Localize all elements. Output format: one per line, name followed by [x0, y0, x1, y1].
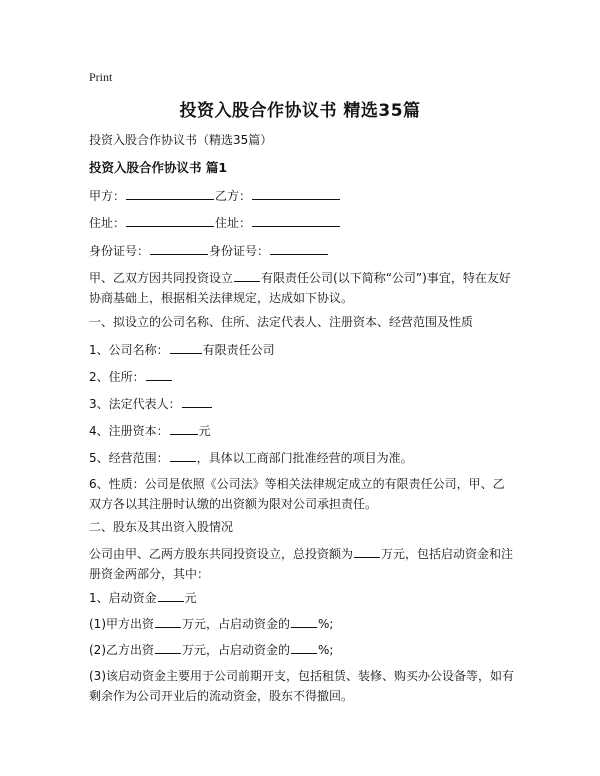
- startup-fund-row: [89, 588, 197, 608]
- party-b-invest-mid: 万元，占启动资金的: [182, 643, 291, 657]
- company-name-suffix: 有限责任公司: [202, 343, 275, 357]
- item-capital: [89, 421, 211, 441]
- party-b-investment-row: [89, 640, 333, 660]
- party-address-row: [89, 213, 341, 233]
- party-b-address-label: 住址：: [215, 216, 252, 230]
- investment-text-1: 公司由甲、乙两方股东共同投资设立，总投资额为: [89, 547, 354, 561]
- startup-fund-blank: [158, 589, 184, 602]
- capital-blank: [170, 422, 198, 435]
- intro-text-1: 甲、乙双方因共同投资设立: [89, 271, 234, 285]
- party-b-id-blank: [270, 242, 328, 255]
- section-one-heading: 一、拟设立的公司名称、住所、法定代表人、注册资本、经营范围及性质: [89, 315, 474, 329]
- company-name-blank: [234, 269, 260, 282]
- investment-text-2: 万元，包括启动资金和注册资金两部分，其中：: [89, 547, 514, 581]
- scope-blank: [170, 449, 196, 462]
- party-b-blank: [252, 187, 340, 200]
- scope-label: 5、经营范围：: [89, 451, 169, 465]
- party-a-address-blank: [126, 214, 214, 227]
- section-two-heading: 二、股东及其出资入股情况: [89, 520, 234, 534]
- party-b-label: 乙方：: [215, 189, 252, 203]
- party-b-address-blank: [252, 214, 340, 227]
- party-names-row: [89, 186, 341, 206]
- party-id-row: [89, 241, 329, 261]
- party-b-invest-prefix: (2)乙方出资: [89, 643, 154, 657]
- startup-fund-label: 1、启动资金: [89, 591, 157, 605]
- party-a-investment-row: [89, 614, 333, 634]
- party-a-label: 甲方：: [89, 189, 126, 203]
- startup-usage-paragraph: (3)该启动资金主要用于公司前期开支，包括租赁、装修、购买办公设备等，如有剩余作为公司开业后的流动资金，股东不得撤回。: [89, 669, 515, 703]
- party-a-id-blank: [150, 242, 208, 255]
- company-name-field-blank: [170, 341, 202, 354]
- address-label: 2、住所：: [89, 370, 145, 384]
- party-b-id-label: 身份证号：: [209, 244, 270, 258]
- party-b-invest-percent-blank: [291, 641, 317, 654]
- party-a-address-label: 住址：: [89, 216, 126, 230]
- scope-suffix: ，具体以工商部门批准经营的项目为准。: [196, 451, 413, 465]
- item-company-name: [89, 340, 275, 360]
- item-scope: [89, 448, 413, 468]
- company-name-label: 1、公司名称：: [89, 343, 169, 357]
- address-blank: [146, 368, 172, 381]
- party-b-invest-amount-blank: [155, 641, 181, 654]
- intro-paragraph: [89, 268, 514, 308]
- legal-rep-label: 3、法定代表人：: [89, 397, 181, 411]
- party-a-invest-prefix: (1)甲方出资: [89, 617, 154, 631]
- party-a-invest-percent-blank: [291, 615, 317, 628]
- item-nature: 6、性质：公司是依照《公司法》等相关法律规定成立的有限责任公司，甲、乙双方各以其注册时认缴的出资额为限对公司承担责任。: [89, 477, 505, 511]
- item-address: [89, 367, 173, 387]
- legal-rep-blank: [182, 395, 212, 408]
- total-investment-blank: [354, 545, 380, 558]
- party-b-invest-suffix: %;: [318, 643, 334, 657]
- party-a-blank: [126, 187, 214, 200]
- section-heading: 投资入股合作协议书 篇1: [89, 160, 228, 175]
- item-legal-rep: [89, 394, 213, 414]
- investment-paragraph: [89, 544, 514, 584]
- party-a-invest-mid: 万元，占启动资金的: [182, 617, 291, 631]
- intro-text-2: 有限责任公司(以下简称“公司”)事宜，特在友好协商基础上，根据相关法律规定，达成如下协议。: [89, 271, 511, 305]
- print-link[interactable]: Print: [89, 70, 113, 84]
- party-a-invest-suffix: %;: [318, 617, 334, 631]
- subtitle: 投资入股合作协议书（精选35篇）: [89, 133, 273, 147]
- document-title: 投资入股合作协议书 精选35篇: [179, 101, 421, 121]
- capital-suffix: 元: [198, 424, 211, 438]
- startup-fund-suffix: 元: [184, 591, 197, 605]
- capital-label: 4、注册资本：: [89, 424, 169, 438]
- party-a-id-label: 身份证号：: [89, 244, 150, 258]
- party-a-invest-amount-blank: [155, 615, 181, 628]
